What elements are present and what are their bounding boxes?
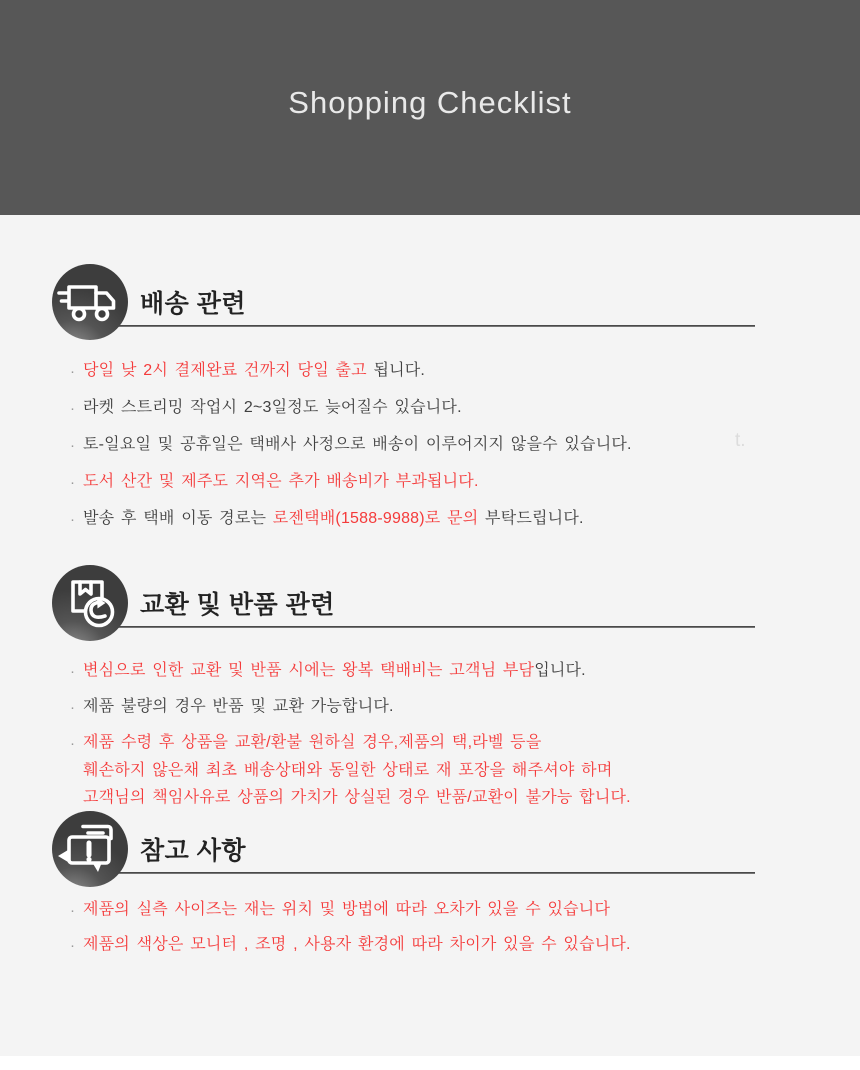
text-segment: 제품 불량의 경우 반품 및 교환 가능합니다. <box>83 698 394 715</box>
text-segment: 됩니다. <box>366 362 426 379</box>
faint-watermark-artifact: t. <box>735 430 746 451</box>
section-divider <box>110 872 755 874</box>
bullet-dot: · <box>70 735 76 752</box>
list-item <box>70 901 808 918</box>
text-segment: 훼손하지 않은채 최초 배송상태와 동일한 상태로 재 포장을 해주셔야 하며 <box>83 761 613 779</box>
bullet-dot: · <box>70 937 76 954</box>
section-exchange-header <box>52 565 808 641</box>
truck-icon <box>52 264 128 340</box>
text-segment: 발송 후 택배 이동 경로는 <box>83 510 273 527</box>
list-item-line <box>83 789 808 806</box>
text-segment: 라켓 스트리밍 작업시 2~3일정도 늦어질수 있습니다. <box>83 399 462 416</box>
list-item-line <box>83 734 808 751</box>
bullet-dot: · <box>70 474 76 491</box>
section-shipping-header <box>52 264 808 340</box>
bullet-dot: · <box>70 511 76 528</box>
text-segment: 제품 수령 후 상품을 교환/환불 원하실 경우,제품의 택,라벨 등을 <box>83 734 542 751</box>
list-item-line <box>83 662 808 679</box>
bullet-list <box>70 362 808 527</box>
list-item <box>70 510 808 527</box>
list-item-line <box>83 510 808 527</box>
section-notice <box>0 811 860 953</box>
bullet-dot: · <box>70 699 76 716</box>
text-segment: 변심으로 인한 교환 및 반품 시에는 왕복 택배비는 고객님 부담 <box>83 662 535 679</box>
list-item-line <box>83 473 808 490</box>
list-item <box>70 698 808 715</box>
bullet-dot: · <box>70 902 76 919</box>
list-item-line <box>83 436 808 453</box>
text-segment: 당일 낮 2시 결제완료 건까지 당일 출고 <box>83 362 367 379</box>
list-item <box>70 734 808 806</box>
hero-banner <box>0 0 860 215</box>
notice-bubble-icon <box>52 811 128 887</box>
list-item <box>70 436 808 453</box>
section-divider <box>110 325 755 327</box>
list-item <box>70 936 808 953</box>
list-item <box>70 362 808 379</box>
section-title: 배송 관련 <box>140 290 247 318</box>
list-item-line <box>83 936 808 953</box>
list-item-line <box>83 698 808 715</box>
text-segment: 제품의 실측 사이즈는 재는 위치 및 방법에 따라 오차가 있을 수 있습니다 <box>83 901 611 918</box>
bullet-dot: · <box>70 437 76 454</box>
text-segment: 고객님의 책임사유로 상품의 가치가 상실된 경우 반품/교환이 불가능 합니다. <box>83 789 631 806</box>
section-shipping <box>0 264 860 527</box>
return-box-icon <box>52 565 128 641</box>
bullet-dot: · <box>70 363 76 380</box>
bullet-dot: · <box>70 663 76 680</box>
section-exchange <box>0 565 860 806</box>
text-segment: 도서 산간 및 제주도 지역은 추가 배송비가 부과됩니다. <box>83 473 479 490</box>
list-item <box>70 399 808 416</box>
section-notice-header <box>52 811 808 887</box>
list-item <box>70 662 808 679</box>
text-segment: 입니다. <box>534 662 586 679</box>
text-segment: 로젠택배(1588-9988)로 문의 <box>272 510 479 527</box>
bullet-list <box>70 901 808 953</box>
list-item <box>70 473 808 490</box>
text-segment: 제품의 색상은 모니터 , 조명 , 사용자 환경에 따라 차이가 있을 수 있습니다. <box>83 936 631 953</box>
bullet-list <box>70 662 808 806</box>
list-item-line <box>83 901 808 918</box>
list-item-line <box>83 762 808 779</box>
list-item-line <box>83 399 808 416</box>
section-title: 교환 및 반품 관련 <box>140 591 335 619</box>
section-divider <box>110 626 755 628</box>
list-item-line <box>83 362 808 379</box>
section-title: 참고 사항 <box>140 837 247 865</box>
page-title: Shopping Checklist <box>288 84 572 120</box>
text-segment: 부탁드립니다. <box>478 510 584 527</box>
bullet-dot: · <box>70 400 76 417</box>
text-segment: 토-일요일 및 공휴일은 택배사 사정으로 배송이 이루어지지 않을수 있습니다. <box>83 436 632 453</box>
